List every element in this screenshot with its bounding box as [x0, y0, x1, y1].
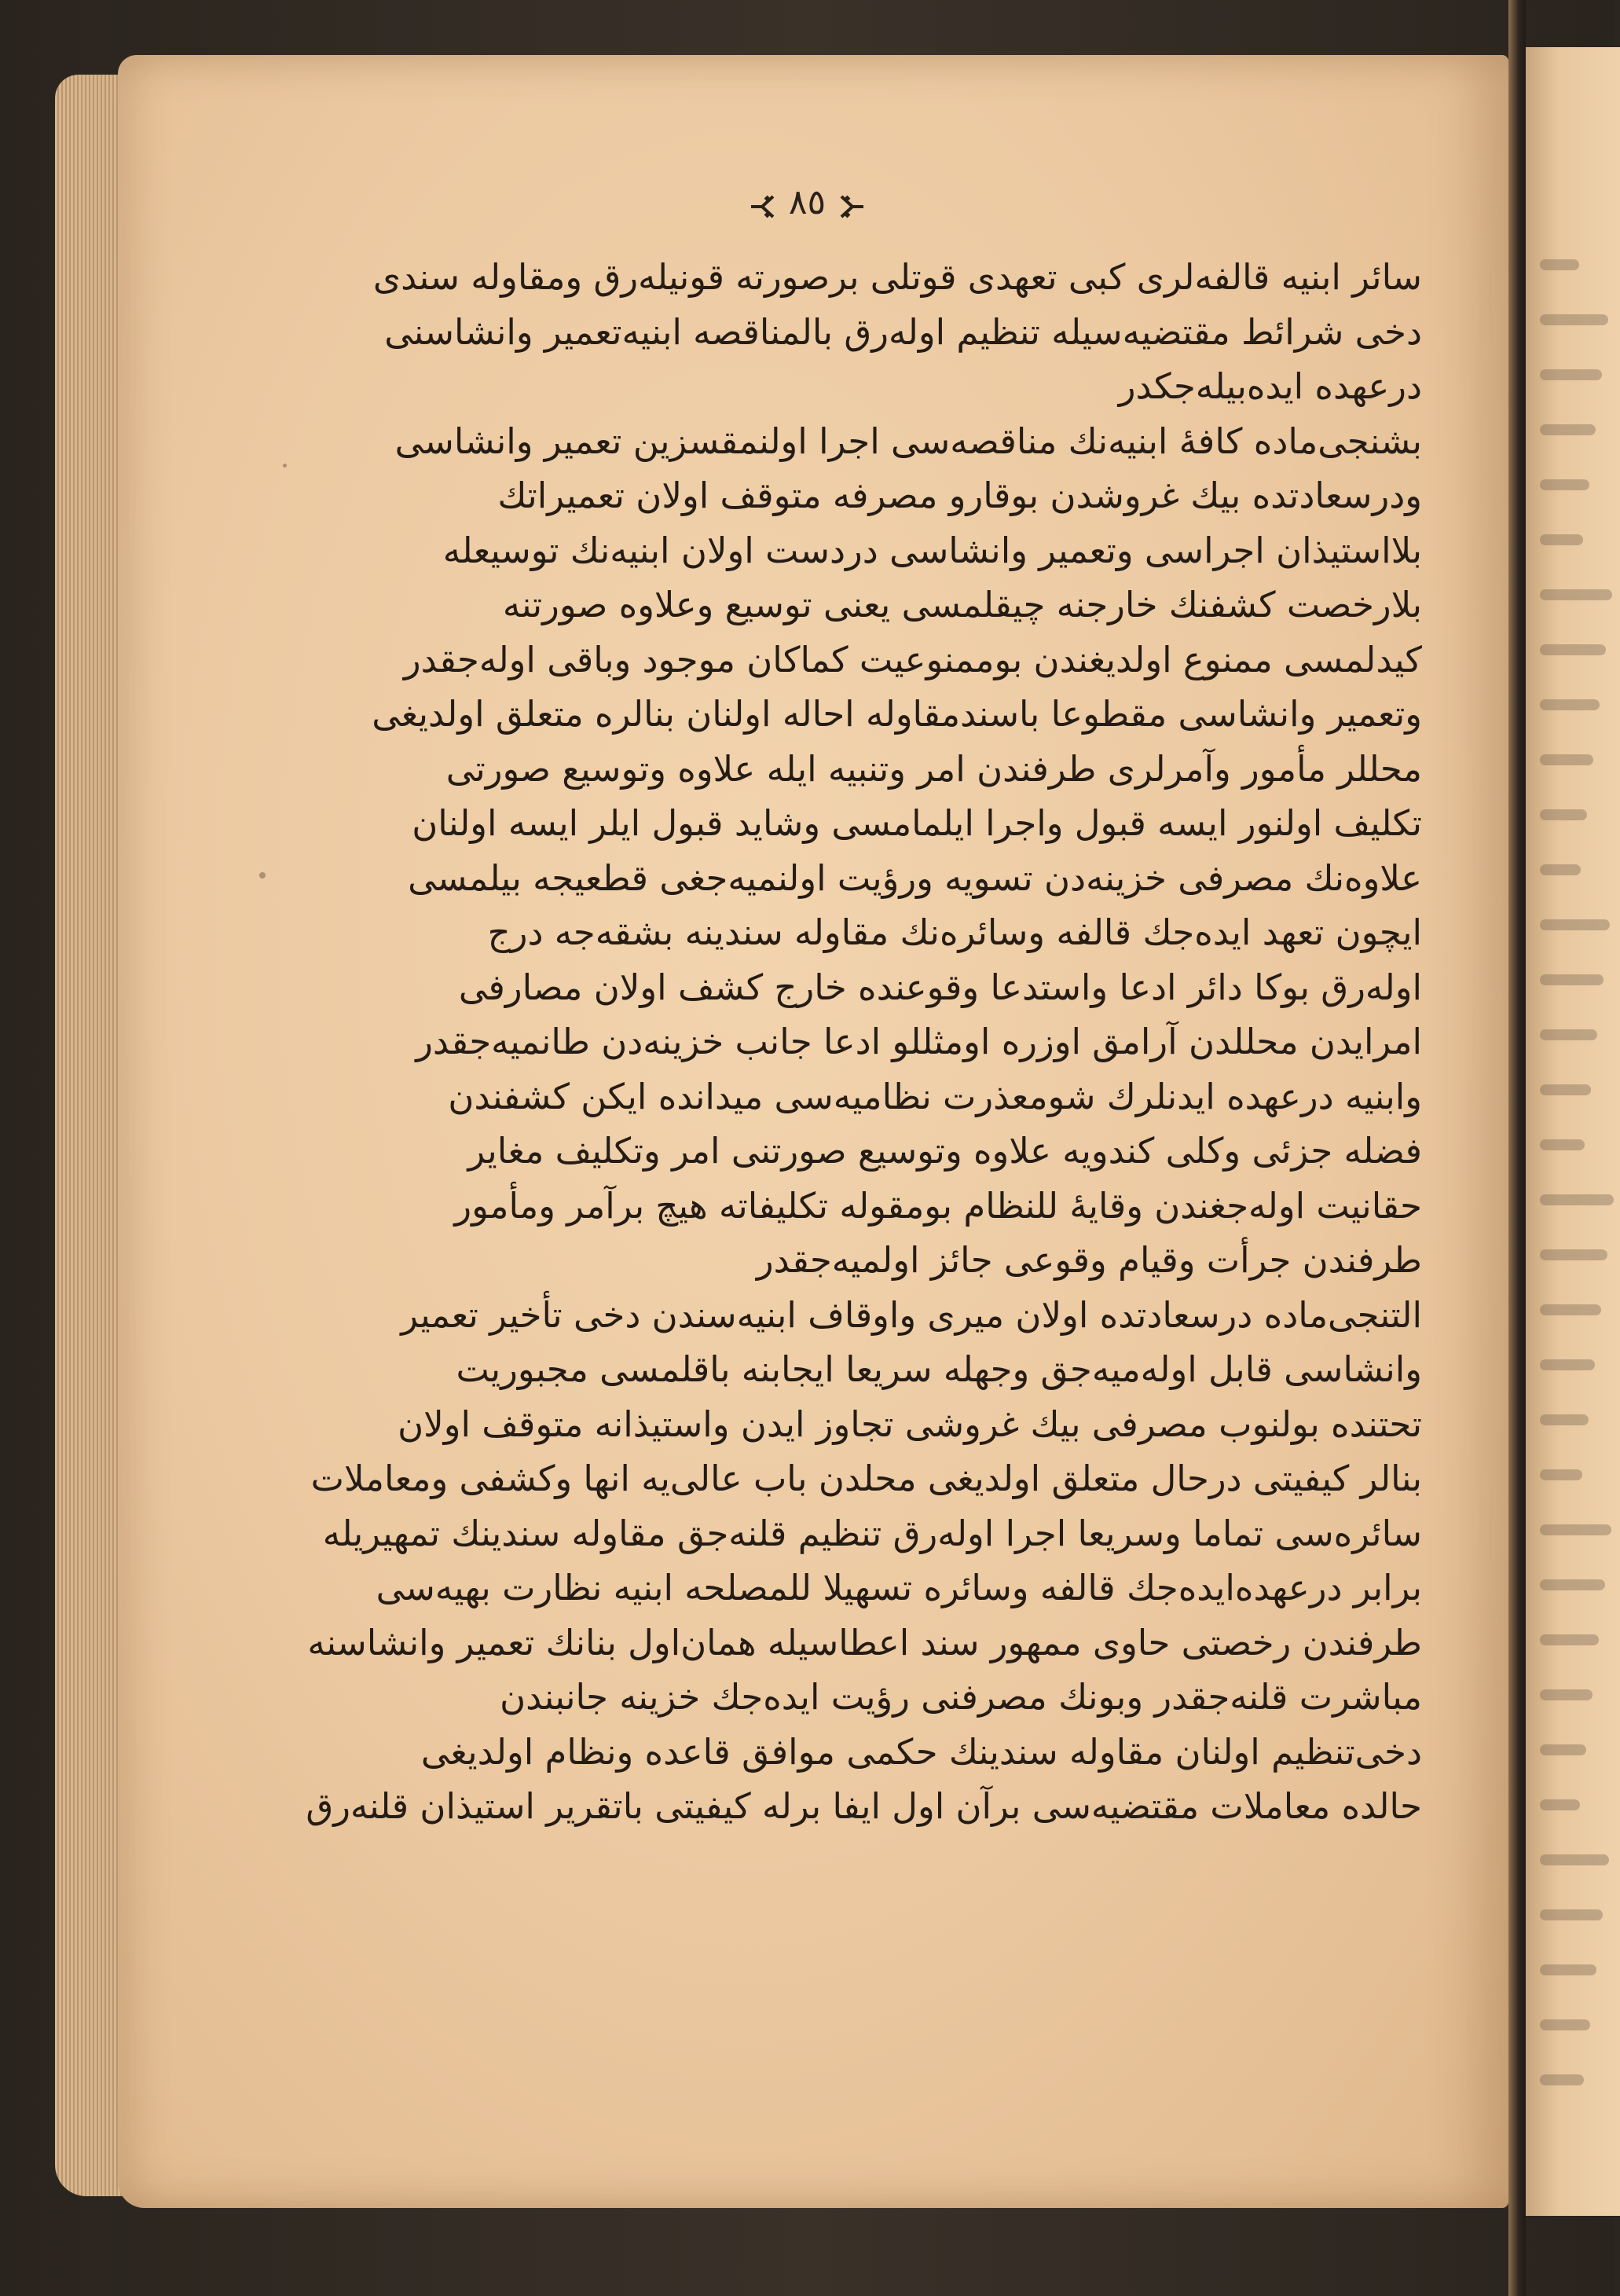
facing-text-fragment	[1540, 2019, 1590, 2030]
facing-text-fragment	[1540, 974, 1604, 985]
facing-text-fragment	[1540, 1909, 1603, 1920]
facing-text-fragment	[1540, 1304, 1601, 1315]
text-line: بلارخصت کشفنك خارجنه چیقلمسی یعنی توسیع وعلاوه صورتنه	[502, 584, 1422, 625]
text-line: امرایدن محللدن آرامق اوزره اومثللو ادعا جانب خزینه‌دن طانمیه‌جقدر	[416, 1021, 1422, 1062]
text-line: تحتنده بولنوب مصرفی بیك غروشی تجاوز ایدن واستیذانه متوقف اولان	[398, 1403, 1422, 1445]
text-line: فضله جزئی وکلی کندویه علاوه وتوسیع صورتنی امر وتکلیف مغایر	[467, 1130, 1422, 1172]
facing-text-fragment	[1540, 1084, 1591, 1095]
book-gutter	[1508, 0, 1526, 2296]
text-line: التنجی‌ماده درسعادتده اولان میری واوقاف ابنیه‌سندن دخی تأخیر تعمیر	[401, 1293, 1422, 1336]
facing-text-fragment	[1540, 534, 1583, 545]
facing-text-fragment	[1540, 314, 1608, 325]
text-line: طرفندن جرأت وقیام وقوعی جائز اولمیه‌جقدر	[756, 1239, 1422, 1281]
facing-text-fragment	[1540, 424, 1596, 435]
facing-text-fragment	[1540, 1744, 1586, 1755]
text-line: محللر مأمور وآمرلری طرفندن امر وتنبیه ایله علاوه وتوسیع صورتی	[445, 747, 1422, 790]
text-line: برابر درعهده‌ایده‌جك قالفه وسائره تسهیلا للمصلحه ابنیه نظارت بهیه‌سی	[376, 1567, 1422, 1608]
facing-text-fragment	[1540, 1414, 1589, 1425]
ornament-left-icon	[748, 190, 778, 220]
facing-text-fragment	[1540, 479, 1589, 490]
text-line: حقانیت اوله‌جغندن وقایهٔ للنظام بومقوله تکلیفاته هیچ برآمر ومأمور	[454, 1184, 1422, 1227]
facing-text-fragment	[1540, 1359, 1595, 1370]
text-line: اوله‌رق بوکا دائر ادعا واستدعا وقوعنده خارج کشف اولان مصارفی	[458, 966, 1422, 1008]
facing-text-fragment	[1540, 1799, 1580, 1810]
facing-text-fragment	[1540, 589, 1612, 600]
facing-text-fragment	[1540, 754, 1593, 765]
facing-text-fragment	[1540, 1249, 1607, 1260]
facing-text-fragment	[1540, 1524, 1611, 1535]
page-header	[0, 182, 1615, 222]
text-line: تکلیف اولنور ایسه قبول واجرا ایلمامسی وشاید قبول ایلر ایسه اولنان	[412, 802, 1422, 844]
text-line: وتعمیر وانشاسی مقطوعا باسندمقاوله احاله اولنان بنالره متعلق اولدیغی	[372, 693, 1422, 735]
facing-text-fragment	[1540, 2074, 1584, 2085]
facing-text-fragment	[1540, 1579, 1605, 1590]
text-line: کیدلمسی ممنوع اولدیغندن بوممنوعیت کماکان موجود وباقی اوله‌جقدر	[403, 638, 1422, 680]
text-line: دخی‌تنظیم اولنان مقاوله سندینك حکمی موافق قاعده ونظام اولدیغی	[420, 1730, 1422, 1773]
ornament-right-icon	[837, 190, 867, 220]
text-line: بلااستیذان اجراسی وتعمیر وانشاسی دردست اولان ابنیه‌نك توسیعله	[442, 529, 1422, 571]
text-line: مباشرت قلنه‌جقدر وبونك مصرفنی رؤیت ایده‌جك خزینه جانبندن	[500, 1676, 1422, 1718]
text-line: بشنجی‌ماده کافهٔ ابنیه‌نك مناقصه‌سی اجرا اولنمقسزین تعمیر وانشاسی	[394, 420, 1422, 462]
facing-text-fragment	[1540, 369, 1602, 380]
body-text	[306, 250, 1422, 1834]
text-line: بنالر کیفیتی درحال متعلق اولدیغی محلدن باب عالی‌یه انها وکشفی ومعاملات	[310, 1458, 1422, 1499]
facing-text-fragment	[1540, 259, 1579, 270]
facing-text-fragment	[1540, 1029, 1597, 1040]
text-line: وانشاسی قابل اوله‌میه‌جق وجهله سریعا ایجابنه باقلمسی مجبوریت	[456, 1348, 1422, 1390]
text-line: ودرسعادتده بیك غروشدن بوقارو مصرفه متوقف اولان تعمیراتك	[497, 475, 1422, 516]
facing-text-fragment	[1540, 1634, 1599, 1645]
paper-speck	[283, 464, 287, 468]
text-line: وابنیه درعهده ایدنلرك شومعذرت نظامیه‌سی میدانده ایکن کشفندن	[448, 1075, 1422, 1117]
facing-text-fragment	[1540, 1194, 1614, 1205]
text-line: سائر ابنیه قالفه‌لری کبی تعهدی قوتلی برصورته قونیله‌رق ومقاوله سندی	[372, 256, 1422, 298]
facing-text-fragment	[1540, 919, 1610, 930]
facing-text-fragment	[1540, 699, 1600, 710]
text-line: حالده معاملات مقتضیه‌سی برآن اول ایفا برله کیفیتی باتقریر استیذان قلنه‌رق	[306, 1785, 1422, 1827]
facing-text-fragment	[1540, 644, 1606, 655]
text-line: ایچون تعهد ایده‌جك قالفه وسائره‌نك مقاوله سندینه بشقه‌جه درج	[487, 911, 1422, 953]
facing-text-fragment	[1540, 1964, 1596, 1975]
text-line: درعهده ایده‌بیله‌جکدر	[1118, 365, 1422, 407]
text-line: طرفندن رخصتی حاوی ممهور سند اعطاسیله همان‌اول بنانك تعمیر وانشاسنه	[307, 1621, 1422, 1663]
facing-text-fragment	[1540, 1854, 1609, 1865]
text-line: سائره‌سی تماما وسریعا اجرا اوله‌رق تنظیم قلنه‌جق مقاوله سندینك تمهیریله	[322, 1512, 1422, 1554]
facing-text-fragment	[1540, 1689, 1593, 1700]
facing-text-fragment	[1540, 1139, 1585, 1150]
facing-text-fragment	[1540, 809, 1587, 820]
text-line: علاوه‌نك مصرفی خزینه‌دن تسویه ورؤیت اولنمیه‌جغی قطعیجه بیلمسی	[408, 856, 1422, 899]
paper-speck	[259, 872, 266, 878]
facing-text-fragment	[1540, 864, 1581, 875]
text-line: دخی شرائط مقتضیه‌سیله تنظیم اوله‌رق بالمناقصه ابنیه‌تعمیر وانشاسنی	[384, 310, 1422, 353]
page-number: ٨٥	[788, 182, 826, 222]
facing-text-fragment	[1540, 1469, 1582, 1480]
